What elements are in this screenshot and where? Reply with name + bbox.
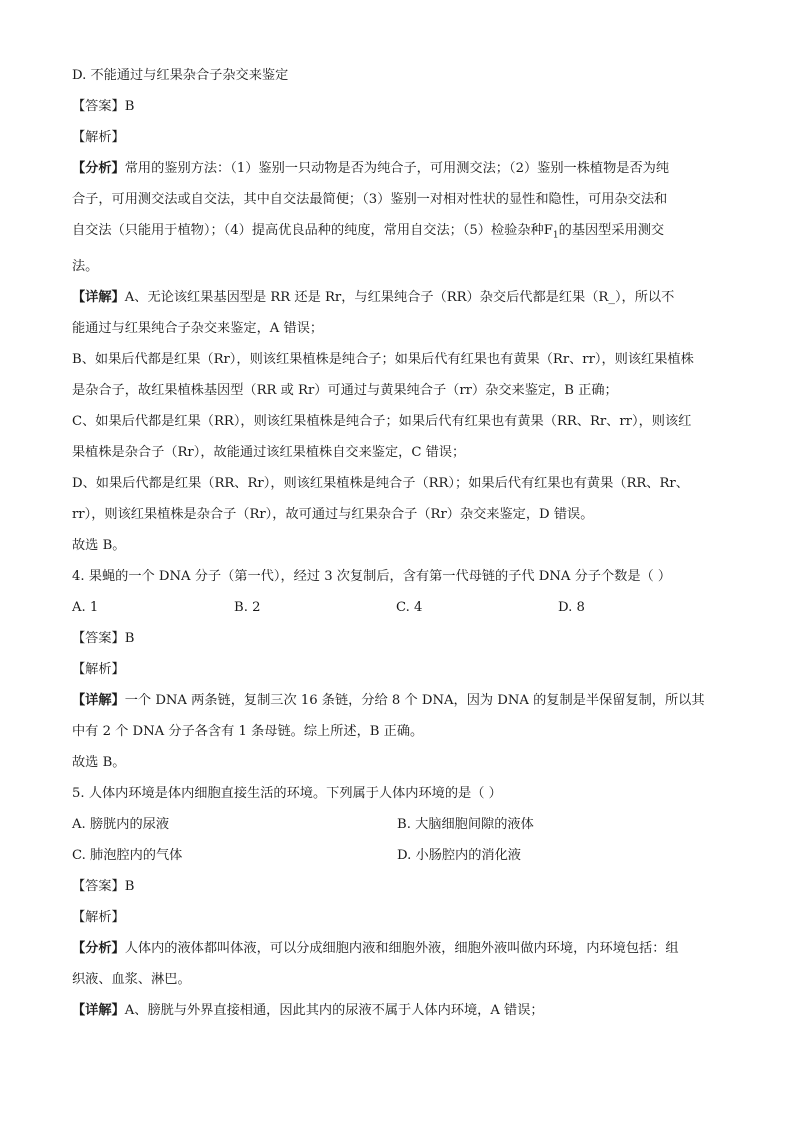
q5-fenxi: 【分析】人体内的液体都叫体液，可以分成细胞内液和细胞外液，细胞外液叫做内环境，内环境包括：组 织液、血浆、淋巴。 — [72, 940, 679, 987]
q3-conclusion: 故选 B。 — [72, 537, 126, 553]
q5-options-row2 — [72, 846, 722, 866]
fenxi-tag: 【分析】 — [72, 161, 125, 176]
q5-option-d: D. 小肠腔内的消化液 — [397, 847, 521, 863]
q5-option-b: B. 大脑细胞间隙的液体 — [397, 816, 534, 832]
q3-analysis-label: 【解析】 — [72, 130, 125, 145]
q5-options-row1 — [72, 815, 722, 835]
q4-option-b: B. 2 — [234, 599, 261, 615]
q3-fenxi: 【分析】常用的鉴别方法：（1）鉴别一只动物是否为纯合子，可用测交法；（2）鉴别一株植物是否为纯 合子，可用测交法或自交法，其中自交法最简便；（3）鉴别一对相对性状的显性和隐性，可用杂交法和 自交法（只能用于植物）；（4）提高优良品种的纯度，常用自交法；（5）检验杂种$F_1$的基因型采用测交 法。 — [72, 161, 670, 274]
q4-answer: 【答案】B — [72, 630, 135, 646]
q5-option-c: C. 肺泡腔内的气体 — [72, 847, 183, 863]
q5-xiangjie: 【详解】A、膀胱与外界直接相通，因此其内的尿液不属于人体内环境，A 错误； — [72, 1002, 544, 1018]
q5-stem: 5. 人体内环境是体内细胞直接生活的环境。下列属于人体内环境的是（ ） — [72, 785, 502, 801]
q4-option-c: C. 4 — [396, 599, 423, 615]
q5-answer: 【答案】B — [72, 878, 135, 894]
xiangjie-tag: 【详解】 — [72, 289, 125, 305]
q5-option-a: A. 膀胱内的尿液 — [72, 816, 170, 832]
q4-option-a: A. 1 — [72, 599, 99, 615]
q4-xiangjie: 【详解】一个 DNA 两条链，复制三次 16 条链，分给 8 个 DNA，因为 DNA 的复制是半保留复制，所以其 中有 2 个 DNA 分子各含有 1 条母链。综上所述，B 正确。 — [72, 692, 705, 739]
q3-answer: 【答案】B — [72, 99, 135, 114]
q4-analysis-label: 【解析】 — [72, 661, 125, 677]
q4-option-d: D. 8 — [558, 599, 585, 615]
prev-option-d: D. 不能通过与红果杂合子杂交来鉴定 — [72, 68, 289, 83]
document-page — [72, 66, 722, 1032]
q4-options — [72, 598, 722, 618]
q5-analysis-label: 【解析】 — [72, 909, 125, 925]
q3-xiangjie: 【详解】A、无论该红果基因型是 RR 还是 Rr，与红果纯合子（RR）杂交后代都是红果（R_），所以不 能通过与红果纯合子杂交来鉴定，A 错误； B、如果后代都是红果（Rr），则该红果植株是纯合子；如果后代有红果也有黄果（Rr、rr），则该红果植株 是杂合子，故红果植株基因型（RR 或 Rr）可通过与黄果纯合子（rr）杂交来鉴定，B 正确； C、如果后代都是红果（RR），则该红果植株是纯合子；如果后代有红果也有黄果（RR、Rr、rr），则该红 果植株是杂合子（Rr），故能通过该红果植株自交来鉴定，C 错误； D、如果后代都是红果（RR、Rr），则该红果植株是纯合子（RR）；如果后代有红果也有黄果（RR、Rr、 rr），则该红果植株是杂合子（Rr），故可通过与红果杂合子（Rr）杂交来鉴定，D 错误。 — [72, 289, 694, 522]
q4-conclusion: 故选 B。 — [72, 754, 126, 770]
q4-stem: 4. 果蝇的一个 DNA 分子（第一代），经过 3 次复制后，含有第一代母链的子代 DNA 分子个数是（ ） — [72, 568, 672, 584]
